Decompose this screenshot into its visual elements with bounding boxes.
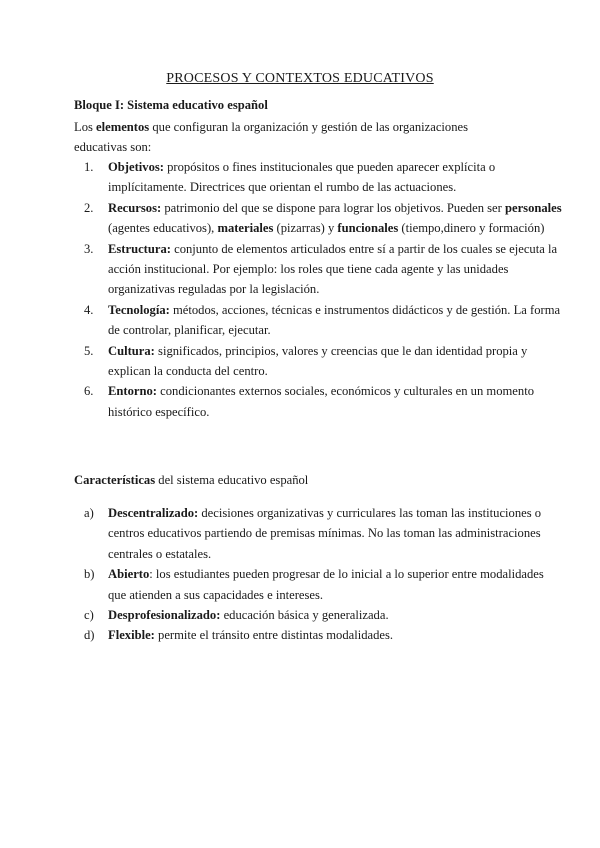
list-text: significados, principios, valores y creencias que le dan identidad propia y explican la conducta del centro. (108, 343, 528, 379)
intro-paragraph (74, 117, 524, 158)
list-letter: d) (84, 628, 95, 643)
list-item (84, 503, 562, 564)
list-letter: b) (84, 567, 95, 582)
list-term: Estructura: (108, 241, 171, 256)
page-title: PROCESOS Y CONTEXTOS EDUCATIVOS (166, 71, 434, 86)
list-number: 6. (84, 384, 94, 399)
characteristics-heading-bold: Características (74, 473, 156, 487)
list-text: métodos, acciones, técnicas e instrumentos didácticos y de gestión. La forma de controlar, planificar, ejecutar. (108, 302, 561, 338)
list-text: (pizarras) y (273, 221, 338, 236)
list-number: 1. (84, 160, 94, 174)
list-item (84, 564, 562, 605)
characteristics-heading-post: del sistema educativo español (155, 473, 309, 487)
list-term: Flexible: (108, 628, 155, 643)
block-heading: Bloque I: Sistema educativo español (74, 98, 268, 112)
characteristics-list (74, 503, 562, 646)
list-number: 5. (84, 343, 94, 358)
list-item (84, 198, 562, 239)
list-text: educación básica y generalizada. (220, 608, 389, 623)
list-item (84, 605, 562, 625)
list-term: Objetivos: (108, 160, 164, 174)
list-number: 4. (84, 302, 94, 317)
list-text: propósitos o fines institucionales que pueden aparecer explícita o implícitamente. Directrices que orientan el rumbo de las actuaciones. (108, 160, 496, 195)
list-text: condicionantes externos sociales, económicos y culturales en un momento histórico específico. (108, 384, 534, 419)
list-term: Tecnología: (108, 302, 170, 317)
list-term: Entorno: (108, 384, 157, 399)
list-term: Cultura: (108, 343, 155, 358)
list-text: patrimonio del que se dispone para lograr los objetivos. Pueden ser (161, 200, 505, 215)
list-text: (agentes educativos), (108, 221, 218, 236)
intro-bold: elementos (96, 120, 150, 134)
list-text: (tiempo,dinero y formación) (398, 221, 545, 236)
list-item (84, 239, 562, 300)
list-term: personales (504, 200, 562, 215)
list-item (84, 625, 562, 645)
list-item (84, 341, 562, 382)
intro-pre: Los (74, 120, 97, 134)
list-term: Descentralizado: (108, 506, 199, 520)
list-number: 3. (84, 241, 94, 256)
list-letter: c) (84, 608, 94, 623)
characteristics-heading (74, 470, 308, 490)
list-item (84, 381, 562, 422)
list-term: materiales (217, 221, 274, 236)
list-item (84, 300, 562, 341)
list-term: Recursos: (108, 200, 162, 215)
list-term: Abierto (108, 567, 150, 582)
list-text: decisiones organizativas y curriculares las toman las instituciones o centros educativos partiendo de premisas mínimas. No las toman las administraciones centrales o estatales. (108, 506, 542, 561)
list-text: conjunto de elementos articulados entre sí a partir de los cuales se ejecuta la acción institucional. Por ejemplo: los roles que tiene cada agente y las unidades organizativas reguladas por la legislación. (108, 241, 558, 297)
intro-post: que configuran la organización y gestión de las organizaciones educativas son: (74, 120, 469, 155)
list-text: : los estudiantes pueden progresar de lo inicial a lo superior entre modalidades que atienden a sus capacidades e intereses. (108, 567, 544, 602)
elements-list (74, 157, 562, 422)
list-number: 2. (84, 200, 94, 215)
list-letter: a) (84, 506, 94, 520)
list-text: permite el tránsito entre distintas modalidades. (154, 628, 394, 643)
list-term: Desprofesionalizado: (108, 608, 221, 623)
list-term: funcionales (337, 221, 399, 236)
list-item (84, 157, 562, 198)
